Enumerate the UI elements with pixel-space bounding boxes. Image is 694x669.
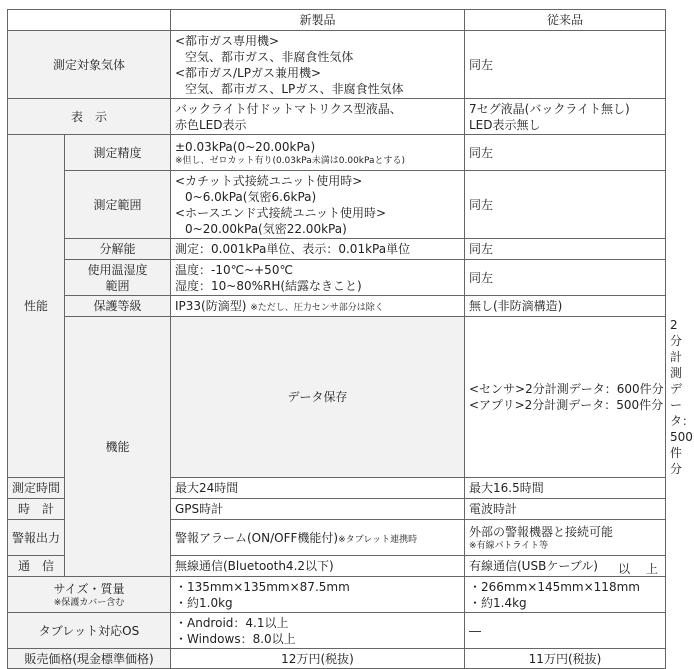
row-storage: 機能 データ保存 <センサ>2分計測データ：600件分 <アプリ>2分計測データ：500件分 2分計測データ：500件分 bbox=[8, 317, 666, 478]
display-old-line: 7セグ液晶(バックライト無し) bbox=[469, 101, 630, 116]
function-group-label: 機能 bbox=[65, 317, 171, 577]
storage-new bbox=[465, 317, 666, 478]
storage-new-line: <センサ>2分計測データ：600件分 bbox=[469, 382, 664, 396]
tablet-os-new bbox=[171, 613, 465, 649]
size-old-line: ・266mm×145mm×118mm bbox=[469, 579, 640, 594]
gas-new-line: <都市ガス/LPガス兼用機> bbox=[175, 65, 322, 80]
environment-label-line: 使用温湿度 bbox=[87, 262, 148, 277]
display-label: 表 示 bbox=[8, 99, 171, 135]
communication-old: 有線通信(USBケーブル) bbox=[465, 556, 666, 577]
measurement-time-new: 最大24時間 bbox=[171, 478, 465, 499]
resolution-label: 分解能 bbox=[65, 239, 171, 260]
environment-new-line: 温度：-10℃~+50℃ bbox=[175, 262, 293, 277]
row-size bbox=[8, 577, 666, 613]
protection-new-value: IP33(防滴型) bbox=[175, 299, 247, 313]
display-old-line: LED表示無し bbox=[469, 117, 541, 132]
storage-label: データ保存 bbox=[171, 317, 465, 478]
header-old-product: 従来品 bbox=[465, 10, 666, 31]
display-old bbox=[465, 99, 666, 135]
resolution-new: 測定：0.001kPa単位、表示：0.01kPa単位 bbox=[171, 239, 465, 260]
tablet-os-new-line: ・Android：4.1以上 bbox=[175, 615, 289, 630]
header-new-product: 新製品 bbox=[171, 10, 465, 31]
range-new-line: 0~6.0kPa(気密6.6kPa) bbox=[185, 189, 317, 204]
row-environment bbox=[8, 260, 666, 296]
size-new-line: ・135mm×135mm×87.5mm bbox=[175, 579, 350, 594]
environment-label bbox=[65, 260, 171, 296]
measurement-time-label: 測定時間 bbox=[8, 478, 65, 499]
environment-new bbox=[171, 260, 465, 296]
row-protection bbox=[8, 296, 666, 317]
communication-label: 通 信 bbox=[8, 556, 65, 577]
alarm-label: 警報出力 bbox=[8, 520, 65, 556]
row-accuracy bbox=[8, 135, 666, 171]
environment-label-line: 範囲 bbox=[105, 278, 130, 293]
accuracy-new-note: ※但し、ゼロカット有り(0.03kPa未満は0.00kPaとする) bbox=[175, 155, 406, 166]
price-old: 11万円(税抜) bbox=[465, 649, 666, 669]
gas-old: 同左 bbox=[465, 31, 666, 99]
resolution-old: 同左 bbox=[465, 239, 666, 260]
header-row bbox=[8, 10, 666, 31]
row-resolution bbox=[8, 239, 666, 260]
accuracy-new-value: ±0.03kPa(0~20.00kPa) bbox=[175, 139, 316, 154]
spec-comparison-table bbox=[7, 9, 694, 669]
accuracy-label: 測定精度 bbox=[65, 135, 171, 171]
gas-new-line: 空気、都市ガス、LPガス、非腐食性気体 bbox=[185, 81, 404, 96]
accuracy-new bbox=[171, 135, 465, 171]
alarm-new-note: ※タブレット連携時 bbox=[338, 534, 418, 545]
row-gas bbox=[8, 31, 666, 99]
clock-new: GPS時計 bbox=[171, 499, 465, 520]
range-label: 測定範囲 bbox=[65, 171, 171, 239]
row-tablet-os bbox=[8, 613, 666, 649]
alarm-old bbox=[465, 520, 666, 556]
measurement-time-old: 最大16.5時間 bbox=[465, 478, 666, 499]
size-old bbox=[465, 577, 666, 613]
display-new bbox=[171, 99, 465, 135]
environment-old: 同左 bbox=[465, 260, 666, 296]
tablet-os-label: タブレット対応OS bbox=[8, 613, 171, 649]
alarm-new bbox=[171, 520, 465, 556]
range-new-line: <ホースエンド式接続ユニット使用時> bbox=[175, 205, 387, 220]
range-new-line: <カチット式接続ユニット使用時> bbox=[175, 173, 363, 188]
range-new-line: 0~20.00kPa(気密22.00kPa) bbox=[185, 221, 347, 236]
row-price bbox=[8, 649, 666, 669]
price-new: 12万円(税抜) bbox=[171, 649, 465, 669]
protection-new bbox=[171, 296, 465, 317]
size-old-line: ・約1.4kg bbox=[469, 595, 527, 610]
size-label-note: ※保護カバー含む bbox=[53, 597, 125, 608]
alarm-new-value: 警報アラーム(ON/OFF機能付) bbox=[175, 530, 339, 545]
communication-new: 無線通信(Bluetooth4.2以下) bbox=[171, 556, 465, 577]
gas-new-line: <都市ガス専用機> bbox=[175, 33, 280, 48]
closing-note: 以 上 bbox=[618, 562, 664, 576]
size-new bbox=[171, 577, 465, 613]
alarm-old-value: 外部の警報機器と接続可能 bbox=[469, 524, 614, 539]
accuracy-old: 同左 bbox=[465, 135, 666, 171]
performance-group-label: 性能 bbox=[8, 135, 65, 478]
range-old: 同左 bbox=[465, 171, 666, 239]
protection-new-note: ※ただし、圧力センサ部分は除く bbox=[250, 303, 384, 313]
tablet-os-old: ― bbox=[465, 613, 666, 649]
range-new bbox=[171, 171, 465, 239]
clock-old: 電波時計 bbox=[465, 499, 666, 520]
protection-old: 無し(非防滴構造) bbox=[465, 296, 666, 317]
price-label: 販売価格(現金標準価格) bbox=[8, 649, 171, 669]
display-new-line: 赤色LED表示 bbox=[175, 117, 247, 132]
clock-label: 時 計 bbox=[8, 499, 65, 520]
storage-new-line: <アプリ>2分計測データ：500件分 bbox=[469, 398, 664, 412]
size-label-text: サイズ・質量 bbox=[53, 581, 125, 596]
display-new-line: バックライト付ドットマトリクス型液晶、 bbox=[175, 101, 402, 116]
size-label bbox=[8, 577, 171, 613]
row-range bbox=[8, 171, 666, 239]
gas-new bbox=[171, 31, 465, 99]
tablet-os-new-line: ・Windows：8.0以上 bbox=[175, 631, 296, 646]
alarm-old-note: ※有線パトライト等 bbox=[469, 540, 549, 551]
header-blank bbox=[8, 10, 171, 31]
environment-new-line: 湿度：10~80%RH(結露なきこと) bbox=[175, 278, 362, 293]
gas-new-line: 空気、都市ガス、非腐食性気体 bbox=[185, 49, 354, 64]
row-display bbox=[8, 99, 666, 135]
size-new-line: ・約1.0kg bbox=[175, 595, 233, 610]
gas-label: 測定対象気体 bbox=[8, 31, 171, 99]
protection-label: 保護等級 bbox=[65, 296, 171, 317]
